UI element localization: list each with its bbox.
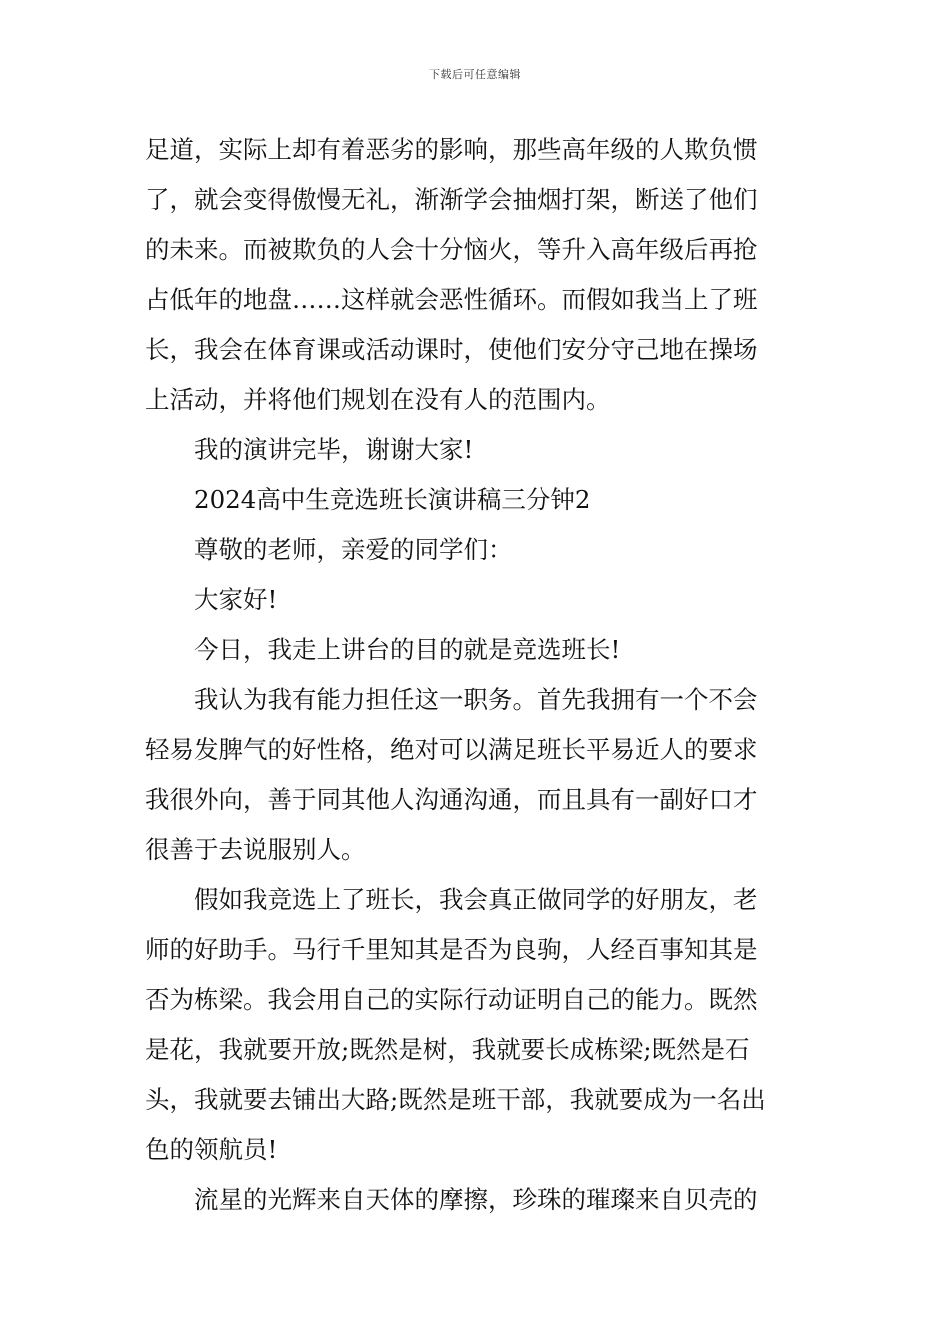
text-line: 2024高中生竞选班长演讲稿三分钟2: [194, 485, 591, 514]
text-line: 我认为我有能力担任这一职务。首先我拥有一个不会: [194, 685, 758, 714]
document-body: [145, 125, 810, 1225]
text-line: 假如我竞选上了班长，我会真正做同学的好朋友，老: [194, 885, 758, 914]
text-line: 头，我就要去铺出大路;既然是班干部，我就要成为一名出: [145, 1085, 766, 1114]
text-line: 上活动，并将他们规划在没有人的范围内。: [145, 385, 611, 414]
text-line: 长，我会在体育课或活动课时，使他们安分守己地在操场: [145, 335, 758, 364]
text-line: 色的领航员!: [145, 1135, 278, 1164]
text-line: 大家好!: [194, 585, 278, 614]
text-line: 师的好助手。马行千里知其是否为良驹，人经百事知其是: [145, 935, 758, 964]
text-line: 占低年的地盘……这样就会恶性循环。而假如我当上了班: [145, 285, 758, 314]
text-line: 了，就会变得傲慢无礼，渐渐学会抽烟打架，断送了他们: [145, 185, 758, 214]
text-line: 的未来。而被欺负的人会十分恼火，等升入高年级后再抢: [145, 235, 758, 264]
text-line: 流星的光辉来自天体的摩擦，珍珠的璀璨来自贝壳的: [194, 1185, 758, 1214]
text-line: 否为栋梁。我会用自己的实际行动证明自己的能力。既然: [145, 985, 758, 1014]
text-line: 我的演讲完毕，谢谢大家!: [194, 435, 474, 464]
text-line: 足道，实际上却有着恶劣的影响，那些高年级的人欺负惯: [145, 135, 758, 164]
text-line: 我很外向，善于同其他人沟通沟通，而且具有一副好口才: [145, 785, 758, 814]
text-line: 很善于去说服别人。: [145, 835, 366, 864]
text-line: 轻易发脾气的好性格，绝对可以满足班长平易近人的要求: [145, 735, 758, 764]
text-line: 今日，我走上讲台的目的就是竞选班长!: [194, 635, 621, 664]
page-header: 下载后可任意编辑: [429, 68, 521, 81]
text-line: 尊敬的老师，亲爱的同学们：: [194, 535, 513, 564]
text-line: 是花，我就要开放;既然是树，我就要长成栋梁;既然是石: [145, 1035, 750, 1064]
